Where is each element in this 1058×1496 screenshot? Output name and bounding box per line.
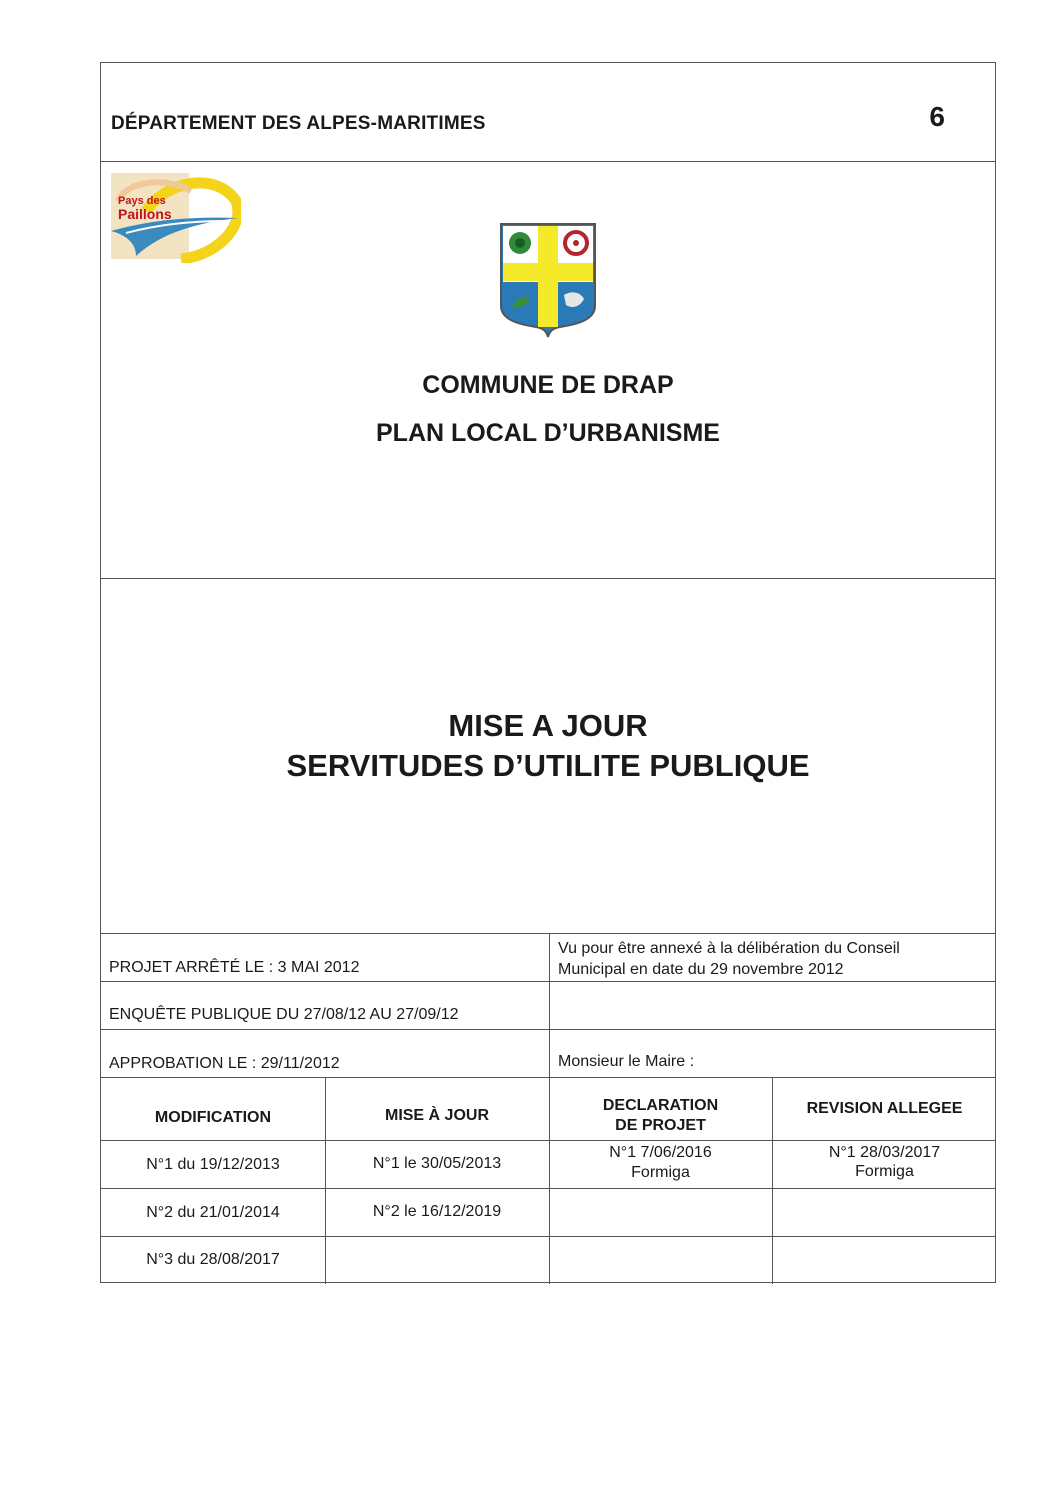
pays-des-paillons-logo [106,171,241,263]
document-title-line2: SERVITUDES D’UTILITE PUBLIQUE [286,748,810,783]
coat-of-arms [498,221,598,339]
divider [101,1188,995,1189]
table-cell: Formiga [855,1163,914,1180]
document-frame [100,62,996,1283]
divider [101,161,995,162]
divider [101,1077,995,1078]
document-title-line1: MISE A JOUR [448,708,648,743]
divider [101,578,995,579]
header-mise-a-jour: MISE À JOUR [384,1107,489,1124]
table-cell: N°1 28/03/2017 [828,1144,941,1161]
table-cell: N°1 du 19/12/2013 [146,1156,280,1173]
department-label: DÉPARTEMENT DES ALPES-MARITIMES [111,113,486,134]
commune-title: COMMUNE DE DRAP [422,371,674,399]
header-declaration-line2: DE PROJET [615,1117,706,1134]
divider [101,1236,995,1237]
divider [101,981,995,982]
vu-line1: Vu pour être annexé à la délibération du Conseil [558,940,900,957]
plan-title: PLAN LOCAL D’URBANISME [376,419,720,447]
logo-text-top: Pays des [118,195,166,207]
table-cell: N°2 du 21/01/2014 [146,1204,280,1221]
divider [101,1140,995,1141]
divider [101,1029,995,1030]
enquete-publique: ENQUÊTE PUBLIQUE DU 27/08/12 AU 27/09/12 [109,1006,459,1023]
vu-line2: Municipal en date du 29 novembre 2012 [558,961,844,978]
projet-arrete: PROJET ARRÊTÉ LE : 3 MAI 2012 [109,959,360,976]
approbation: APPROBATION LE : 29/11/2012 [109,1055,340,1072]
table-cell: N°1 le 30/05/2013 [372,1155,502,1172]
header-modification: MODIFICATION [154,1109,272,1126]
logo-text-bottom: Paillons [118,206,172,222]
table-cell: Formiga [631,1164,690,1181]
header-revision-allegee: REVISION ALLEGEE [806,1100,963,1117]
table-cell: N°3 du 28/08/2017 [146,1251,280,1268]
monsieur-le-maire: Monsieur le Maire : [558,1053,695,1070]
page-number: 6 [929,101,945,132]
table-cell: N°1 7/06/2016 [609,1144,712,1161]
divider [101,933,995,934]
header-declaration-line1: DECLARATION [602,1097,719,1114]
table-cell: N°2 le 16/12/2019 [372,1203,502,1220]
